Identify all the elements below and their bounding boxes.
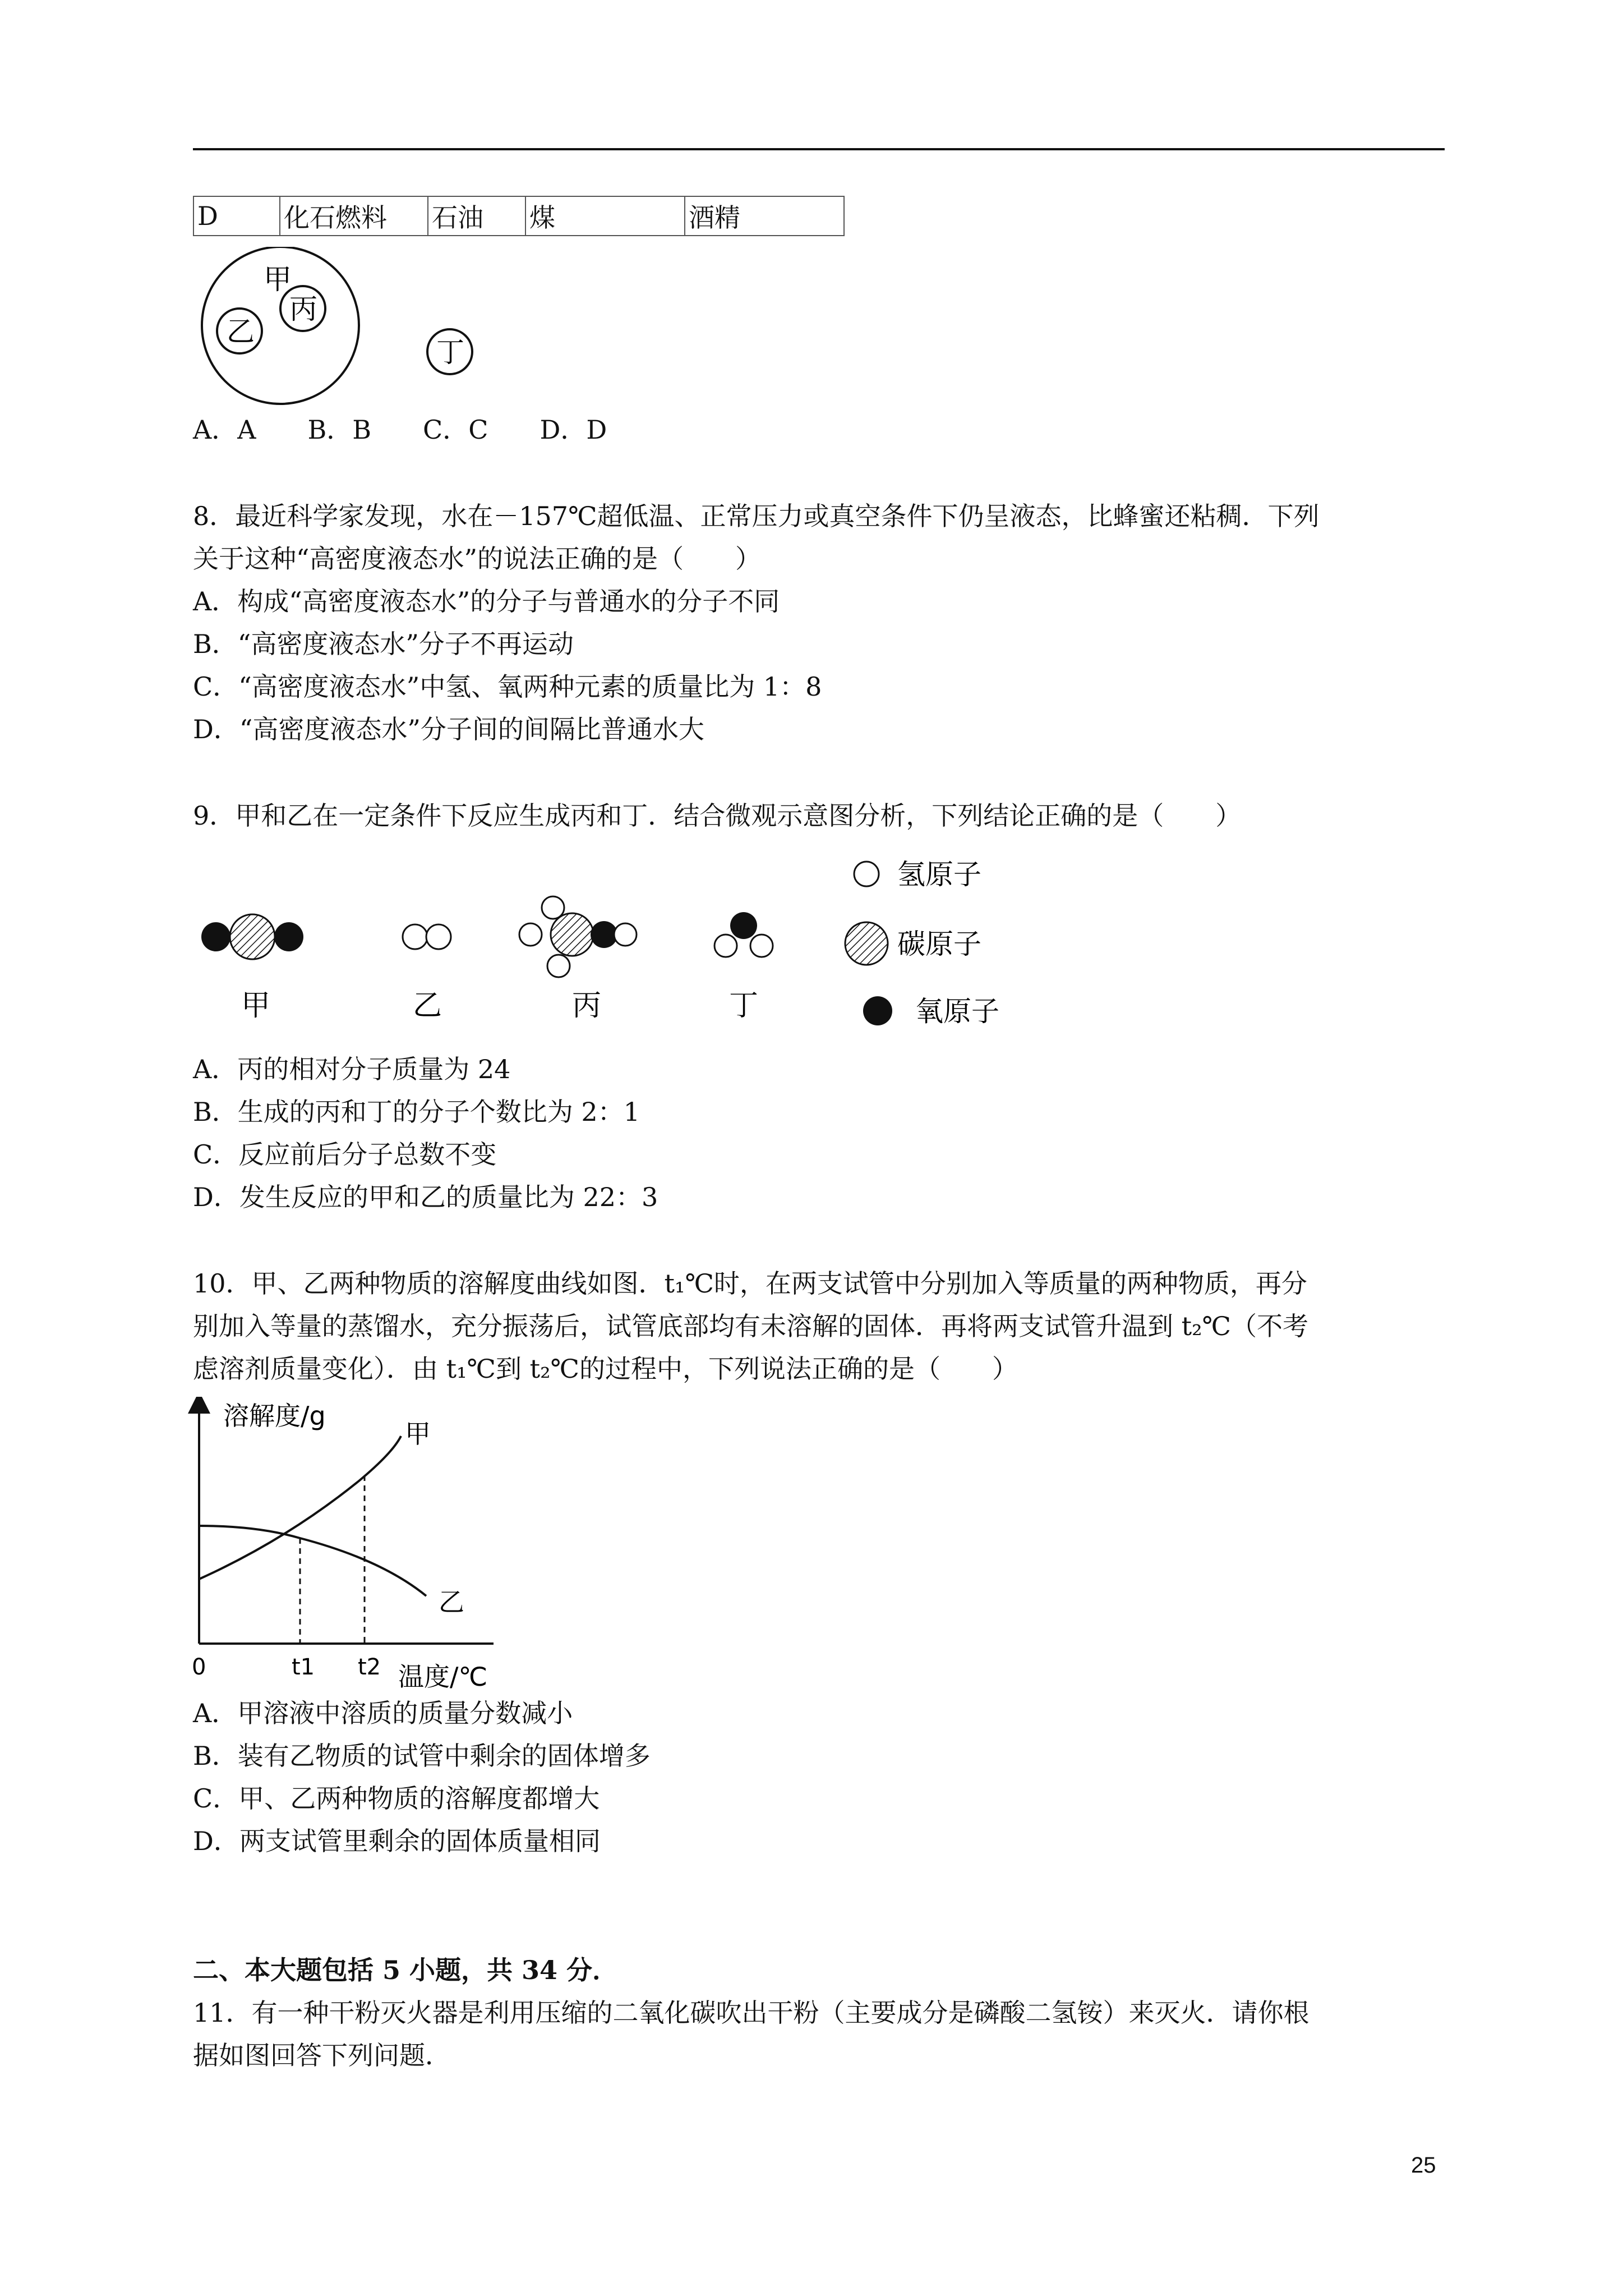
molecule-bing bbox=[519, 896, 637, 977]
q9-stem: 9．甲和乙在一定条件下反应生成丙和丁．结合微观示意图分析，下列结论正确的是（ ） bbox=[193, 800, 1242, 831]
svg-text:碳原子: 碳原子 bbox=[897, 928, 981, 960]
legend-carbon bbox=[845, 922, 981, 965]
q9-option-a: A．丙的相对分子质量为 24 bbox=[193, 1054, 511, 1084]
molecule-jia bbox=[201, 914, 303, 959]
label-jia: 甲 bbox=[264, 263, 292, 296]
svg-text:氧原子: 氧原子 bbox=[915, 995, 999, 1028]
molecule-label-ding: 丁 bbox=[729, 989, 759, 1023]
y-axis-label: 溶解度/g bbox=[223, 1401, 326, 1431]
section2-heading: 二、本大题包括 5 小题，共 34 分． bbox=[193, 1955, 619, 1985]
t1-label: t1 bbox=[292, 1654, 315, 1680]
q8-option-c: C．“高密度液态水”中氢、氧两种元素的质量比为 1：8 bbox=[193, 671, 822, 702]
q8-stem-line2: 关于这种“高密度液态水”的说法正确的是（ ） bbox=[193, 544, 762, 574]
x-axis-label: 温度/℃ bbox=[398, 1662, 488, 1692]
q10-option-b: B．装有乙物质的试管中剩余的固体增多 bbox=[193, 1741, 651, 1771]
q7-options: A．A B．B C．C D．D bbox=[193, 415, 607, 445]
q8-option-d: D．“高密度液态水”分子间的间隔比普通水大 bbox=[193, 714, 704, 744]
q10-option-a: A．甲溶液中溶质的质量分数减小 bbox=[193, 1698, 573, 1728]
curve-yi-label: 乙 bbox=[439, 1587, 464, 1617]
table-cell: D bbox=[193, 196, 280, 236]
q10-stem-line2: 别加入等量的蒸馏水，充分振荡后，试管底部均有未溶解的固体．再将两支试管升温到 t₂℃（不考 bbox=[193, 1311, 1309, 1341]
header-rule bbox=[193, 148, 1445, 150]
q7-set-diagram bbox=[191, 247, 527, 421]
q8-stem-line1: 8．最近科学家发现，水在－157℃超低温、正常压力或真空条件下仍呈液态，比蜂蜜还粘稠．下列 bbox=[193, 501, 1320, 531]
curve-jia-label: 甲 bbox=[405, 1419, 431, 1449]
label-yi: 乙 bbox=[227, 315, 255, 348]
q11-line1: 11．有一种干粉灭火器是利用压缩的二氧化碳吹出干粉（主要成分是磷酸二氢铵）来灭火．请你根 bbox=[193, 1998, 1310, 2028]
curve-yi bbox=[199, 1526, 426, 1596]
q10-solubility-graph bbox=[179, 1397, 538, 1700]
q10-option-c: C．甲、乙两种物质的溶解度都增大 bbox=[193, 1783, 600, 1814]
table-cell: 煤 bbox=[525, 196, 685, 236]
curve-jia bbox=[199, 1436, 401, 1579]
q11-line2: 据如图回答下列问题． bbox=[193, 2040, 451, 2070]
q9-option-c: C．反应前后分子总数不变 bbox=[193, 1139, 497, 1170]
q9-option-d: D．发生反应的甲和乙的质量比为 22：3 bbox=[193, 1182, 658, 1212]
q9-molecule-diagram bbox=[191, 847, 1032, 1038]
table-cell: 酒精 bbox=[685, 196, 844, 236]
legend-hydrogen bbox=[854, 858, 981, 891]
q8-option-b: B．“高密度液态水”分子不再运动 bbox=[193, 629, 574, 659]
q10-stem-line3: 虑溶剂质量变化）．由 t₁℃到 t₂℃的过程中，下列说法正确的是（ ） bbox=[193, 1354, 1018, 1384]
molecule-label-yi: 乙 bbox=[413, 989, 442, 1023]
legend-oxygen bbox=[863, 995, 999, 1028]
molecule-label-jia: 甲 bbox=[241, 989, 271, 1023]
table-row bbox=[193, 196, 844, 236]
q8-option-a: A．构成“高密度液态水”的分子与普通水的分子不同 bbox=[193, 586, 780, 616]
svg-text:氢原子: 氢原子 bbox=[897, 858, 981, 891]
table-cell: 化石燃料 bbox=[280, 196, 428, 236]
molecule-yi bbox=[403, 924, 451, 949]
q10-stem-line1: 10．甲、乙两种物质的溶解度曲线如图．t₁℃时，在两支试管中分别加入等质量的两种物质，再分 bbox=[193, 1268, 1307, 1299]
q10-option-d: D．两支试管里剩余的固体质量相同 bbox=[193, 1826, 601, 1856]
origin-label: 0 bbox=[192, 1654, 206, 1680]
molecule-label-bing: 丙 bbox=[572, 989, 602, 1023]
q9-option-b: B．生成的丙和丁的分子个数比为 2：1 bbox=[193, 1097, 640, 1127]
label-ding: 丁 bbox=[436, 336, 464, 369]
table-cell: 石油 bbox=[428, 196, 525, 236]
t2-label: t2 bbox=[358, 1654, 381, 1680]
label-bing: 丙 bbox=[289, 293, 317, 325]
q7-table bbox=[193, 196, 845, 236]
page-number: 25 bbox=[1411, 2153, 1436, 2178]
molecule-ding bbox=[714, 912, 773, 957]
